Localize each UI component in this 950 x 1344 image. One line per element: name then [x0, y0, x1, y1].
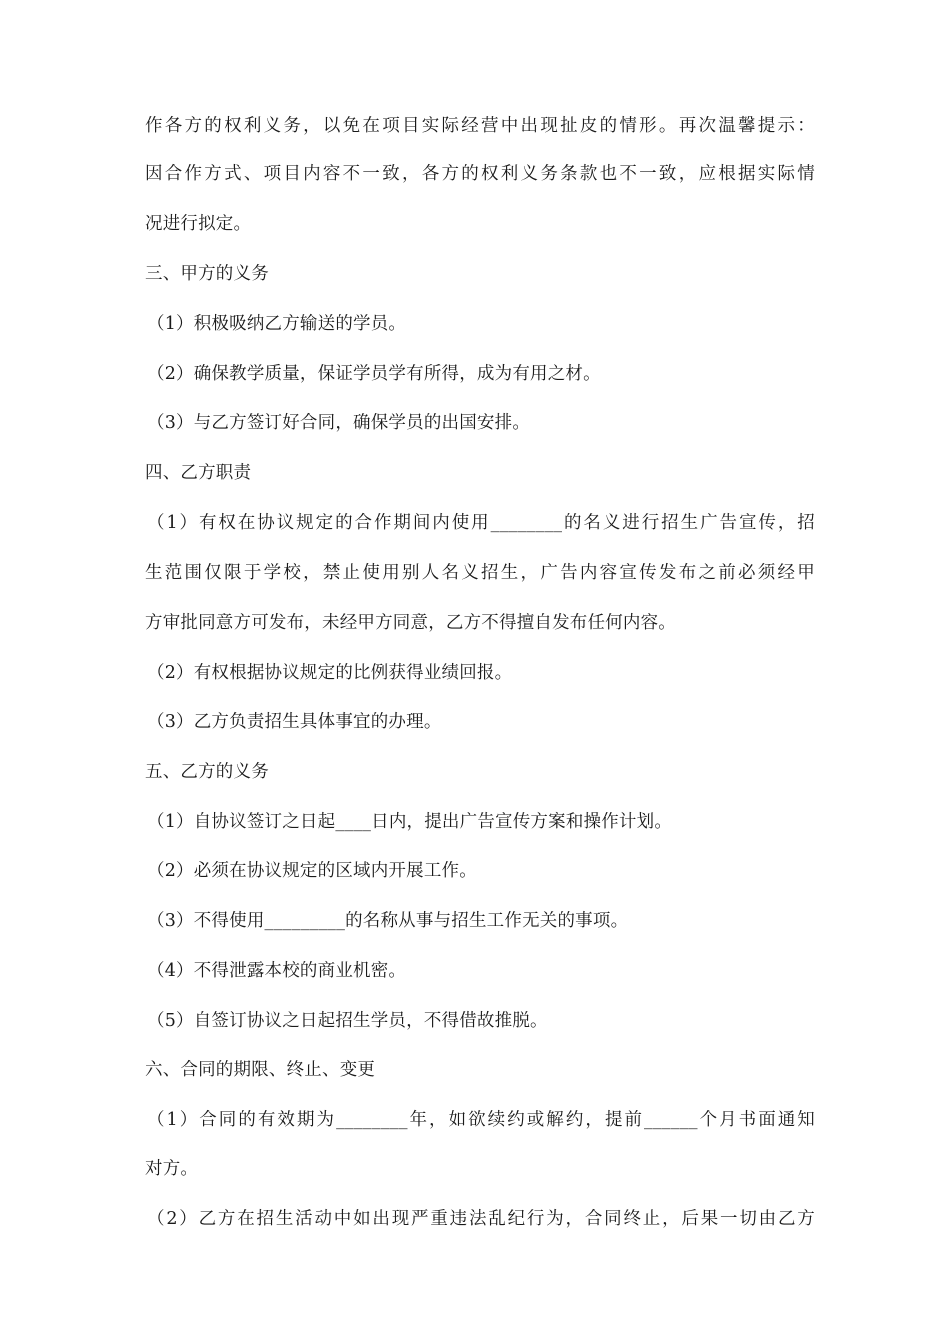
section-heading-4: 四、乙方职责	[145, 463, 252, 483]
list-item: （1）自协议签订之日起____日内，提出广告宣传方案和操作计划。	[147, 812, 673, 832]
paragraph-line: 对方。	[145, 1159, 199, 1179]
list-item: （1）积极吸纳乙方输送的学员。	[147, 314, 407, 334]
paragraph-line: 作各方的权利义务，以免在项目实际经营中出现扯皮的情形。再次温馨提示：	[145, 116, 815, 136]
list-item: （2）乙方在招生活动中如出现严重违法乱纪行为，合同终止，后果一切由乙方	[147, 1209, 815, 1229]
list-item: （1）合同的有效期为________年，如欲续约或解约，提前______个月书面通知	[147, 1110, 815, 1130]
section-heading-5: 五、乙方的义务	[145, 762, 269, 782]
list-item: （3）乙方负责招生具体事宜的办理。	[147, 712, 442, 732]
list-item: （1）有权在协议规定的合作期间内使用________的名义进行招生广告宣传，招	[147, 513, 815, 533]
section-heading-6: 六、合同的期限、终止、变更	[145, 1060, 376, 1080]
list-item: （2）必须在协议规定的区域内开展工作。	[147, 861, 477, 881]
paragraph-line: 方审批同意方可发布，未经甲方同意，乙方不得擅自发布任何内容。	[145, 613, 676, 633]
list-item: （5）自签订协议之日起招生学员，不得借故推脱。	[147, 1011, 548, 1031]
section-heading-3: 三、甲方的义务	[145, 264, 269, 284]
list-item: （2）确保教学质量，保证学员学有所得，成为有用之材。	[147, 364, 601, 384]
paragraph-line: 因合作方式、项目内容不一致，各方的权利义务条款也不一致，应根据实际情	[145, 164, 815, 184]
list-item: （3）不得使用_________的名称从事与招生工作无关的事项。	[147, 911, 629, 931]
list-item: （3）与乙方签订好合同，确保学员的出国安排。	[147, 413, 531, 433]
list-item: （2）有权根据协议规定的比例获得业绩回报。	[147, 663, 513, 683]
paragraph-line: 生范围仅限于学校，禁止使用别人名义招生，广告内容宣传发布之前必须经甲	[145, 563, 815, 583]
list-item: （4）不得泄露本校的商业机密。	[147, 961, 407, 981]
paragraph-line: 况进行拟定。	[145, 214, 252, 234]
